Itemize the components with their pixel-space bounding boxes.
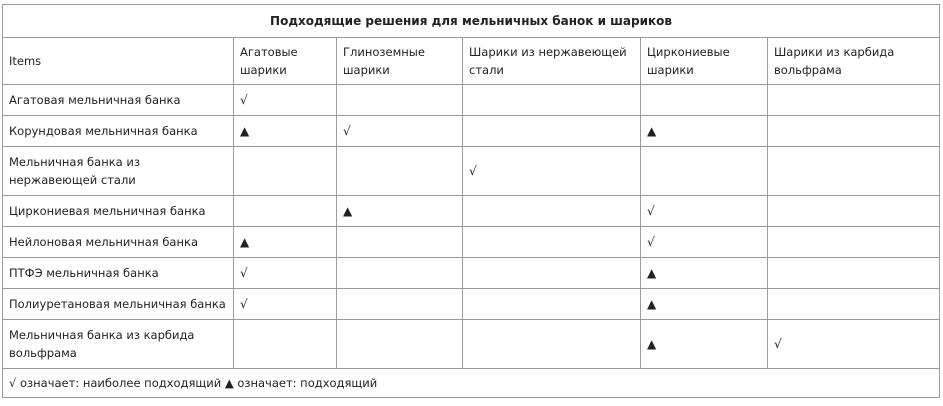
item-cell: Агатовая мельничная банка xyxy=(3,85,234,116)
table-row xyxy=(3,289,940,320)
mark-cell xyxy=(641,147,768,196)
legend-row xyxy=(3,369,940,398)
mark-cell xyxy=(234,196,337,227)
item-cell: Мельничная банка из нержавеющей стали xyxy=(3,147,234,196)
mark-cell xyxy=(463,196,641,227)
mark-cell xyxy=(768,147,940,196)
mark-cell xyxy=(337,320,463,369)
mark-cell xyxy=(463,258,641,289)
mark-cell xyxy=(463,289,641,320)
mark-cell xyxy=(768,85,940,116)
item-cell: Мельничная банка из карбида вольфрама xyxy=(3,320,234,369)
mark-cell: ▲ xyxy=(641,320,768,369)
table-legend: √ означает: наиболее подходящий ▲ означает: подходящий xyxy=(3,369,940,398)
mark-cell: √ xyxy=(641,196,768,227)
mark-cell: ▲ xyxy=(641,289,768,320)
table-row xyxy=(3,147,940,196)
title-row xyxy=(3,5,940,38)
item-cell: Корундовая мельничная банка xyxy=(3,116,234,147)
item-cell: Циркониевая мельничная банка xyxy=(3,196,234,227)
item-cell: Нейлоновая мельничная банка xyxy=(3,227,234,258)
mark-cell xyxy=(234,147,337,196)
mark-cell: ▲ xyxy=(337,196,463,227)
mark-cell xyxy=(337,227,463,258)
table-row xyxy=(3,258,940,289)
mark-cell: ▲ xyxy=(234,116,337,147)
mark-cell xyxy=(768,289,940,320)
mark-cell: √ xyxy=(234,85,337,116)
table-row xyxy=(3,227,940,258)
mark-cell: √ xyxy=(234,289,337,320)
mark-cell: √ xyxy=(768,320,940,369)
table-row xyxy=(3,320,940,369)
mark-cell: ▲ xyxy=(641,258,768,289)
header-cell: Агатовые шарики xyxy=(234,38,337,85)
table-row xyxy=(3,116,940,147)
mark-cell xyxy=(768,227,940,258)
header-row xyxy=(3,38,940,85)
item-cell: ПТФЭ мельничная банка xyxy=(3,258,234,289)
mark-cell xyxy=(768,258,940,289)
mark-cell: √ xyxy=(641,227,768,258)
mark-cell: ▲ xyxy=(234,227,337,258)
mark-cell: ▲ xyxy=(641,116,768,147)
mark-cell xyxy=(337,85,463,116)
table-row xyxy=(3,196,940,227)
mark-cell xyxy=(768,116,940,147)
mark-cell xyxy=(234,320,337,369)
header-cell: Глиноземные шарики xyxy=(337,38,463,85)
table-title: Подходящие решения для мельничных банок и шариков xyxy=(3,5,940,38)
mark-cell xyxy=(768,196,940,227)
mark-cell xyxy=(463,85,641,116)
mark-cell: √ xyxy=(234,258,337,289)
mark-cell xyxy=(337,147,463,196)
header-cell: Шарики из карбида вольфрама xyxy=(768,38,940,85)
header-cell: Items xyxy=(3,38,234,85)
mark-cell xyxy=(337,289,463,320)
mark-cell: √ xyxy=(463,147,641,196)
mark-cell xyxy=(463,116,641,147)
header-cell: Циркониевые шарики xyxy=(641,38,768,85)
mark-cell: √ xyxy=(337,116,463,147)
table-row xyxy=(3,85,940,116)
compatibility-table xyxy=(2,4,940,398)
mark-cell xyxy=(463,320,641,369)
mark-cell xyxy=(463,227,641,258)
mark-cell xyxy=(337,258,463,289)
mark-cell xyxy=(641,85,768,116)
item-cell: Полиуретановая мельничная банка xyxy=(3,289,234,320)
header-cell: Шарики из нержавеющей стали xyxy=(463,38,641,85)
